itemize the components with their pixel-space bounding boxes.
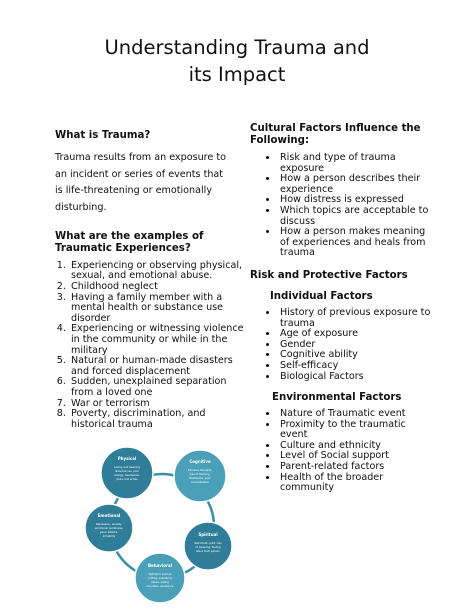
node-title: Behavioral [147,563,173,568]
node-physical [101,447,153,499]
cultural-factors-list [250,153,435,259]
list-item: • How a person describes their experience [278,174,435,195]
list-item: • Cognitive ability [278,350,435,361]
list-item: 2. Childhood neglect [69,282,245,293]
node-title: Physical [117,456,137,461]
list-item: • Health of the broader community [278,473,435,494]
node-text: cutting, substance [147,577,173,580]
node-text: Depression, anxiety, [95,523,123,526]
list-item: 5. Natural or human-made disasters and forced displacement [69,356,245,377]
list-item: 4. Experiencing or witnessing violence in the community or while in the military [69,324,245,356]
list-item: • Proximity to the traumatic event [278,420,435,441]
individual-factors-heading: Individual Factors [270,290,373,302]
list-item: 1. Experiencing or observing physical, sexual, and emotional abuse. [69,261,245,282]
node-text: disturbances, poor [114,470,140,473]
node-circle [101,447,153,499]
node-title: Cognitive [189,459,211,464]
examples-heading [55,231,245,255]
node-text: irritability [102,535,116,538]
node-text: Losing and sleeping [114,466,140,469]
title-line-2: its Impact [188,63,286,86]
list-item: • Level of Social support [278,451,435,462]
environmental-factors-heading: Environmental Factors [272,392,402,404]
list-item: • Self-efficacy [278,361,435,372]
list-item: 3. Having a family member with a mental health or substance use disorder [69,293,245,325]
node-text: emotional numbness, [94,527,124,530]
node-text: like a 'bad' person [196,550,220,553]
node-title: Spiritual [198,532,218,537]
text-line: disturbing. [55,202,107,214]
node-text: flashbacks, poor [189,477,211,480]
list-item: • Which topics are acceptable to discuss [278,206,435,227]
right-column [250,123,435,494]
list-item: 6. Sudden, unexplained separation from a loved one [69,377,245,398]
title-line-1: Understanding Trauma and [104,36,370,59]
cultural-heading-line: Cultural Factors Influence the [250,123,421,134]
node-text: Self-harm such as [148,573,172,576]
list-item: • Parent-related factors [278,462,435,473]
node-spiritual [184,522,232,570]
node-emotional [85,504,133,552]
cultural-factors-heading [250,123,435,147]
list-item: • Gender [278,340,435,351]
node-text: loss of memory, [189,473,211,476]
examples-list [55,261,245,431]
node-text: disorders, avoidance [146,585,174,588]
list-item: • Nature of Traumatic event [278,409,435,420]
individual-factors-list [250,308,435,382]
node-text: panic attacks, [99,531,119,534]
list-item: 8. Poverty, discrimination, and historical trauma [69,409,245,430]
node-text: abuse, eating [151,581,169,584]
node-text: pains and aches [116,478,138,481]
text-line: Trauma results from an exposure to [55,152,226,163]
node-behavioral [135,553,185,603]
risk-protective-heading: Risk and Protective Factors [250,269,408,281]
cycle-diagram-svg [82,438,242,608]
node-circle [174,450,226,502]
page-title [0,34,474,88]
what-is-trauma-heading: What is Trauma? [55,130,151,141]
examples-heading-line: What are the examples of [55,230,204,242]
list-item: • How distress is expressed [278,195,435,206]
what-is-trauma-text [55,150,245,217]
cultural-heading-line: Following: [250,135,310,146]
text-line: is life-threatening or emotionally [55,185,213,197]
node-title: Emotional [97,513,121,518]
list-item: • How a person makes meaning of experiences and heals from trauma [278,227,435,259]
text-line: an incident or series of events that [55,168,224,180]
node-text: Self-doubt, guilt, loss [194,542,222,545]
node-text: Intrusive thoughts, [187,469,213,472]
node-cognitive [174,450,226,502]
list-item: • Culture and ethnicity [278,441,435,452]
environmental-factors-list [250,409,435,494]
left-column [55,130,245,430]
list-item: 7. War or terrorism [69,399,245,410]
trauma-impact-cycle-diagram [82,438,242,608]
node-text: energy, headaches, [114,474,140,477]
list-item: • Age of exposure [278,329,435,340]
list-item: • Biological Factors [278,372,435,383]
node-text: concentration [191,481,209,484]
list-item: • Risk and type of trauma exposure [278,153,435,174]
examples-heading-line: Traumatic Experiences? [55,242,191,254]
node-text: of meaning, feeling [195,546,221,549]
list-item: • History of previous exposure to trauma [278,308,435,329]
